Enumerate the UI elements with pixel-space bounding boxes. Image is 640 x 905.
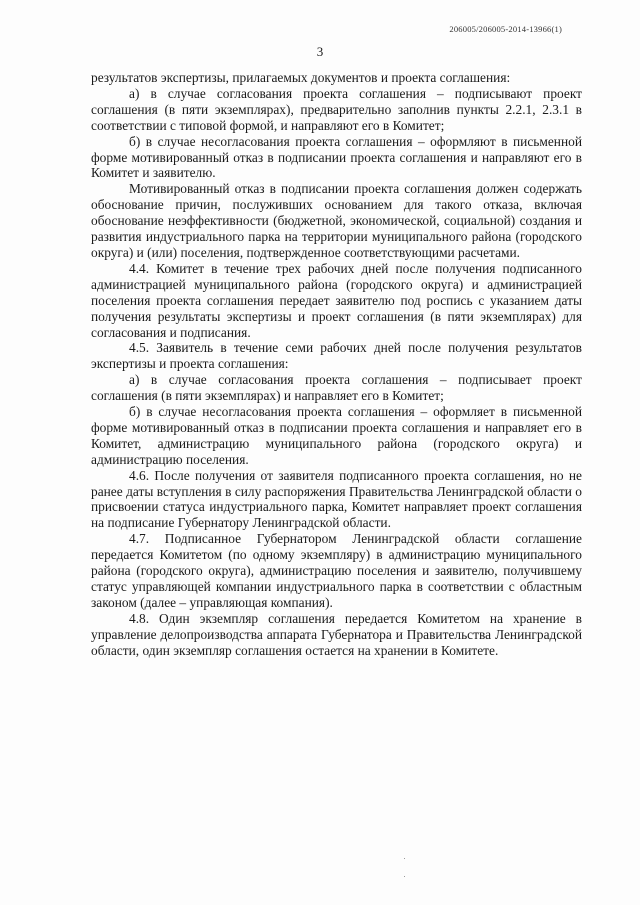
paragraph: результатов экспертизы, прилагаемых документов и проекта соглашения: — [91, 70, 511, 85]
paragraph: 4.4. Комитет в течение трех рабочих дней после получения подписанного администрацией муниципального района (городского округа) и администрацией поселения проекта соглашения передает заявителю под роспись с указанием даты получения результаты экспертизы и проект соглашения (в пяти экземплярах) для согласования и подписания. — [91, 260, 582, 340]
page-number: 3 — [316, 44, 324, 59]
paragraph: а) в случае согласования проекта соглашения – подписывают проект соглашения (в пяти экземплярах), предварительно заполнив пункты 2.2.1, 2.3.1 в соответствии с типовой формой, и направляют его в Комитет; — [91, 85, 582, 133]
paragraph: Мотивированный отказ в подписании проекта соглашения должен содержать обоснование причин, послуживших основанием для такого отказа, включая обоснование неэффективности (бюджетной, экономической, социальной) создания и развития индустриального парка на территории муниципального района (городского округа) и (или) поселения, подтвержденное соответствующими расчетами. — [91, 181, 582, 260]
paragraph: 4.5. Заявитель в течение семи рабочих дней после получения результатов экспертизы и проекта соглашения: — [91, 340, 582, 372]
paragraph: б) в случае несогласования проекта соглашения – оформляют в письменной форме мотивированный отказ в подписании проекта соглашения и направляют его в Комитет и заявителю. — [91, 133, 582, 181]
scan-speck — [404, 876, 405, 877]
paragraph: а) в случае согласования проекта соглашения – подписывает проект соглашения (в пяти экземплярах) и направляет его в Комитет; — [91, 372, 582, 404]
paragraph: 4.6. После получения от заявителя подписанного проекта соглашения, но не ранее даты вступления в силу распоряжения Правительства Ленинградской области о присвоении статуса индустриального парка, Комитет направляет проект соглашения на подписание Губернатору Ленинградской области. — [91, 467, 582, 531]
document-body — [91, 70, 582, 659]
paragraph: 4.7. Подписанное Губернатором Ленинградской области соглашение передается Комитетом (по одному экземпляру) в администрацию муниципального района (городского округа), администрацию поселения и заявителю, получившему статус управляющей компании индустриального парка в соответствии с областным законом (далее – управляющая компания). — [91, 531, 582, 610]
document-id: 206005/206005-2014-13966(1) — [449, 24, 562, 34]
paragraph: б) в случае несогласования проекта соглашения – оформляет в письменной форме мотивированный отказ в подписании проекта соглашения и направляет его в Комитет, администрацию муниципального района (городского округа) и администрацию поселения. — [91, 404, 582, 467]
scan-speck — [404, 858, 405, 859]
paragraph: 4.8. Один экземпляр соглашения передается Комитетом на хранение в управление делопроизводства аппарата Губернатора и Правительства Ленинградской области, один экземпляр соглашения остается на хранении в Комитете. — [91, 610, 582, 658]
